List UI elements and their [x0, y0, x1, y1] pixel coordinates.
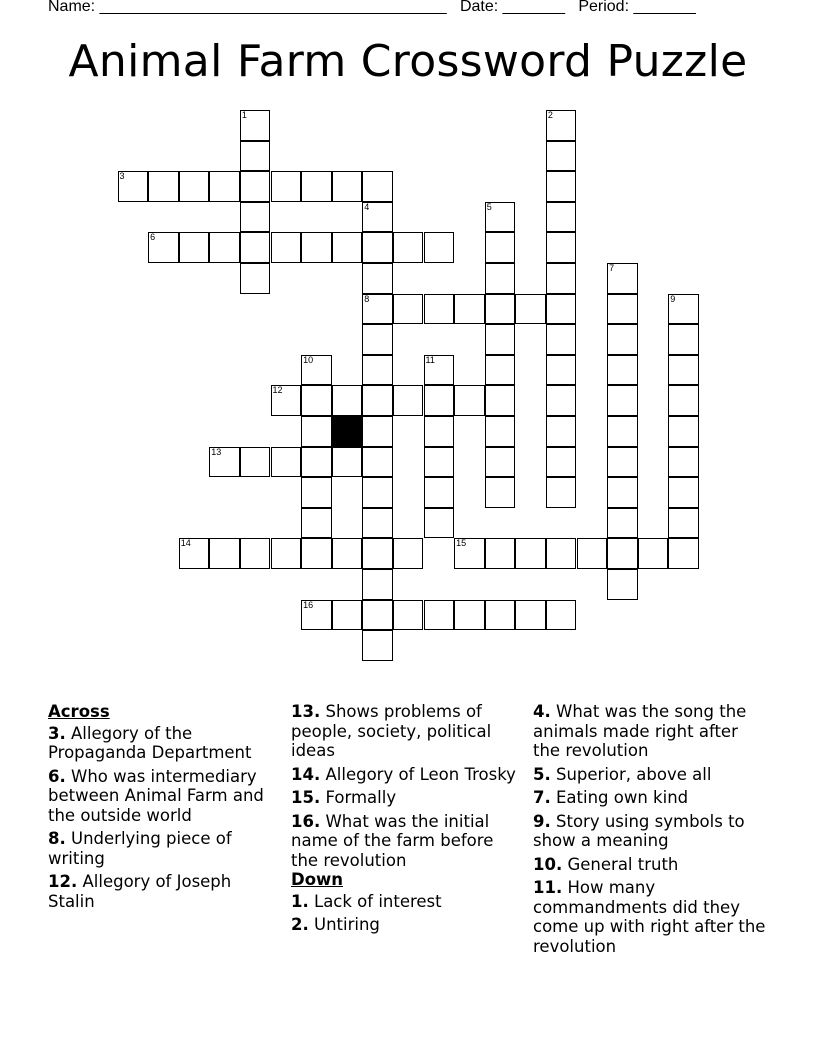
letter-square[interactable] [607, 538, 638, 569]
clue-item [48, 829, 280, 868]
letter-square[interactable] [362, 355, 393, 386]
letter-square[interactable] [607, 508, 638, 539]
letter-square[interactable] [454, 538, 485, 569]
clue-number-label: 6 [150, 232, 156, 243]
letter-square[interactable] [301, 477, 332, 508]
letter-square[interactable] [118, 171, 149, 202]
clue-number-label: 10 [303, 354, 314, 365]
clue-text: Allegory of Joseph Stalin [48, 872, 232, 911]
letter-square[interactable] [485, 600, 516, 631]
letter-square[interactable] [546, 171, 577, 202]
letter-square[interactable] [271, 385, 302, 416]
across-clue-list [48, 724, 280, 912]
letter-square[interactable] [485, 385, 516, 416]
clue-number: 8. [48, 829, 66, 848]
clue-item [533, 765, 768, 785]
letter-square[interactable] [301, 416, 332, 447]
clue-item [533, 878, 768, 956]
clue-text: Formally [325, 788, 397, 807]
clue-number-label: 8 [364, 293, 370, 304]
letter-square[interactable] [546, 416, 577, 447]
down-clue-list-continued [533, 702, 768, 956]
clue-number: 12. [48, 872, 78, 891]
letter-square[interactable] [209, 538, 240, 569]
clue-text: Allegory of the Propaganda Department [48, 723, 252, 762]
letter-square[interactable] [332, 385, 363, 416]
letter-square[interactable] [546, 294, 577, 325]
clue-text: Allegory of Leon Trosky [325, 764, 516, 784]
letter-square[interactable] [362, 324, 393, 355]
clue-item [48, 872, 280, 911]
clue-number-label: 4 [364, 201, 370, 212]
letter-square[interactable] [179, 232, 210, 263]
letter-square[interactable] [668, 324, 699, 355]
letter-square[interactable] [485, 447, 516, 478]
letter-square[interactable] [424, 477, 455, 508]
letter-square[interactable] [668, 294, 699, 325]
letter-square[interactable] [424, 355, 455, 386]
letter-square[interactable] [668, 477, 699, 508]
letter-square[interactable] [424, 416, 455, 447]
name-blank[interactable]: _______________________________________ [99, 0, 447, 15]
letter-square[interactable] [485, 202, 516, 233]
letter-square[interactable] [668, 385, 699, 416]
page-title: Animal Farm Crossword Puzzle [68, 36, 748, 87]
clue-item [533, 812, 768, 851]
clue-number-label: 1 [241, 110, 247, 120]
letter-square[interactable] [424, 232, 455, 263]
letter-square[interactable] [424, 294, 455, 325]
letter-square[interactable] [485, 355, 516, 386]
letter-square[interactable] [393, 232, 424, 263]
clue-number: 4. [533, 702, 551, 721]
clue-number: 13. [291, 702, 321, 721]
letter-square[interactable] [179, 171, 210, 202]
clue-item [291, 892, 523, 912]
letter-square[interactable] [393, 385, 424, 416]
letter-square[interactable] [424, 508, 455, 539]
letter-square[interactable] [209, 232, 240, 263]
letter-square[interactable] [515, 294, 546, 325]
period-blank[interactable]: _______ [633, 0, 696, 15]
letter-square[interactable] [362, 630, 393, 661]
letter-square[interactable] [332, 171, 363, 202]
letter-square[interactable] [546, 385, 577, 416]
clue-item [291, 765, 523, 785]
letter-square[interactable] [607, 324, 638, 355]
clue-item [48, 724, 280, 763]
clue-number-label: 12 [272, 385, 283, 396]
clue-number-label: 3 [119, 171, 125, 182]
clue-number: 3. [48, 723, 66, 743]
across-clue-list-continued [291, 702, 523, 870]
letter-square[interactable] [546, 263, 577, 294]
clue-number-label: 16 [303, 599, 314, 610]
letter-square[interactable] [515, 538, 546, 569]
letter-square[interactable] [607, 416, 638, 447]
letter-square[interactable] [485, 232, 516, 263]
letter-square[interactable] [668, 447, 699, 478]
letter-square[interactable] [240, 538, 271, 569]
letter-square[interactable] [271, 538, 302, 569]
name-label: Name: [48, 0, 96, 15]
clue-number: 5. [533, 764, 551, 784]
down-clue-list [291, 892, 523, 935]
letter-square[interactable] [362, 416, 393, 447]
letter-square[interactable] [362, 447, 393, 478]
clue-number: 1. [291, 891, 309, 911]
letter-square[interactable] [362, 538, 393, 569]
blocked-square [332, 416, 363, 447]
letter-square[interactable] [393, 538, 424, 569]
clue-text: Shows problems of people, society, political ideas [291, 702, 492, 760]
date-label: Date: [459, 0, 499, 15]
letter-square[interactable] [240, 171, 271, 202]
letter-square[interactable] [485, 538, 516, 569]
letter-square[interactable] [393, 294, 424, 325]
letter-square[interactable] [362, 508, 393, 539]
clue-number: 7. [533, 788, 551, 807]
letter-square[interactable] [485, 416, 516, 447]
letter-square[interactable] [454, 600, 485, 631]
letter-square[interactable] [424, 447, 455, 478]
clue-number: 15. [291, 788, 321, 807]
clue-item [291, 915, 523, 935]
clue-number: 6. [48, 766, 66, 786]
letter-square[interactable] [271, 232, 302, 263]
letter-square[interactable] [362, 263, 393, 294]
letter-square[interactable] [362, 294, 393, 325]
letter-square[interactable] [668, 538, 699, 569]
letter-square[interactable] [301, 538, 332, 569]
clue-text: Untiring [314, 915, 380, 934]
clue-text: Underlying piece of writing [48, 829, 232, 868]
clue-item [48, 767, 280, 826]
letter-square[interactable] [607, 355, 638, 386]
letter-square[interactable] [301, 232, 332, 263]
letter-square[interactable] [607, 569, 638, 600]
letter-square[interactable] [546, 110, 577, 141]
letter-square[interactable] [668, 416, 699, 447]
clue-number: 16. [291, 811, 321, 831]
letter-square[interactable] [271, 447, 302, 478]
clue-column-2 [291, 702, 523, 939]
letter-square[interactable] [362, 232, 393, 263]
letter-square[interactable] [668, 508, 699, 539]
clue-number-label: 9 [670, 293, 676, 304]
letter-square[interactable] [148, 232, 179, 263]
clue-number: 2. [291, 915, 309, 934]
letter-square[interactable] [301, 355, 332, 386]
letter-square[interactable] [515, 600, 546, 631]
letter-square[interactable] [240, 263, 271, 294]
letter-square[interactable] [301, 600, 332, 631]
letter-square[interactable] [424, 600, 455, 631]
clue-text: How many commandments did they come up with right after the revolution [533, 878, 766, 956]
letter-square[interactable] [179, 538, 210, 569]
letter-square[interactable] [607, 294, 638, 325]
letter-square[interactable] [301, 385, 332, 416]
letter-square[interactable] [362, 569, 393, 600]
letter-square[interactable] [301, 171, 332, 202]
letter-square[interactable] [607, 263, 638, 294]
clue-number-label: 15 [456, 538, 467, 549]
clue-number-label: 7 [609, 263, 615, 273]
clue-column-1 [48, 702, 280, 915]
letter-square[interactable] [240, 202, 271, 233]
clue-number-label: 2 [547, 110, 553, 120]
clue-number: 11. [533, 878, 563, 897]
letter-square[interactable] [485, 263, 516, 294]
date-blank[interactable]: _______ [502, 0, 565, 15]
clue-item [533, 702, 768, 761]
letter-square[interactable] [607, 385, 638, 416]
letter-square[interactable] [546, 324, 577, 355]
letter-square[interactable] [362, 385, 393, 416]
letter-square[interactable] [301, 508, 332, 539]
clue-text: Who was intermediary between Animal Farm and the outside world [48, 766, 264, 825]
letter-square[interactable] [546, 477, 577, 508]
letter-square[interactable] [362, 600, 393, 631]
clue-number-label: 5 [486, 201, 492, 212]
letter-square[interactable] [546, 447, 577, 478]
letter-square[interactable] [485, 477, 516, 508]
clue-text: Lack of interest [314, 891, 442, 911]
letter-square[interactable] [454, 294, 485, 325]
letter-square[interactable] [393, 600, 424, 631]
clue-text: What was the song the animals made right after the revolution [533, 702, 747, 760]
period-label: Period: [578, 0, 630, 15]
clue-number: 9. [533, 811, 551, 831]
letter-square[interactable] [301, 447, 332, 478]
letter-square[interactable] [546, 141, 577, 172]
clue-item [291, 812, 523, 871]
letter-square[interactable] [148, 171, 179, 202]
letter-square[interactable] [240, 447, 271, 478]
letter-square[interactable] [454, 385, 485, 416]
letter-square[interactable] [668, 355, 699, 386]
letter-square[interactable] [362, 171, 393, 202]
clue-item [533, 788, 768, 808]
letter-square[interactable] [485, 324, 516, 355]
clue-text: Eating own kind [556, 788, 689, 807]
across-heading: Across [48, 702, 110, 721]
clue-number: 10. [533, 854, 563, 874]
letter-square[interactable] [240, 141, 271, 172]
letter-square[interactable] [332, 538, 363, 569]
clue-text: General truth [567, 854, 679, 874]
letter-square[interactable] [362, 477, 393, 508]
clue-number-label: 13 [211, 446, 222, 457]
letter-square[interactable] [332, 600, 363, 631]
clue-column-3 [533, 702, 768, 960]
letter-square[interactable] [424, 385, 455, 416]
letter-square[interactable] [546, 600, 577, 631]
letter-square[interactable] [240, 232, 271, 263]
letter-square[interactable] [607, 447, 638, 478]
clue-text: Story using symbols to show a meaning [533, 811, 745, 850]
letter-square[interactable] [240, 110, 271, 141]
letter-square[interactable] [546, 202, 577, 233]
clue-item [533, 855, 768, 875]
clue-item [291, 702, 523, 761]
letter-square[interactable] [546, 232, 577, 263]
letter-square[interactable] [607, 477, 638, 508]
letter-square[interactable] [485, 294, 516, 325]
clue-number: 14. [291, 764, 321, 784]
letter-square[interactable] [577, 538, 608, 569]
letter-square[interactable] [332, 447, 363, 478]
clue-item [291, 788, 523, 808]
letter-square[interactable] [546, 538, 577, 569]
letter-square[interactable] [638, 538, 669, 569]
clue-number-label: 11 [425, 354, 435, 365]
clue-number-label: 14 [180, 538, 191, 549]
letter-square[interactable] [546, 355, 577, 386]
clue-text: Superior, above all [556, 764, 712, 784]
down-heading: Down [291, 870, 344, 889]
letter-square[interactable] [271, 171, 302, 202]
clue-text: What was the initial name of the farm before the revolution [291, 811, 494, 870]
letter-square[interactable] [209, 447, 240, 478]
letter-square[interactable] [362, 202, 393, 233]
letter-square[interactable] [332, 232, 363, 263]
letter-square[interactable] [209, 171, 240, 202]
